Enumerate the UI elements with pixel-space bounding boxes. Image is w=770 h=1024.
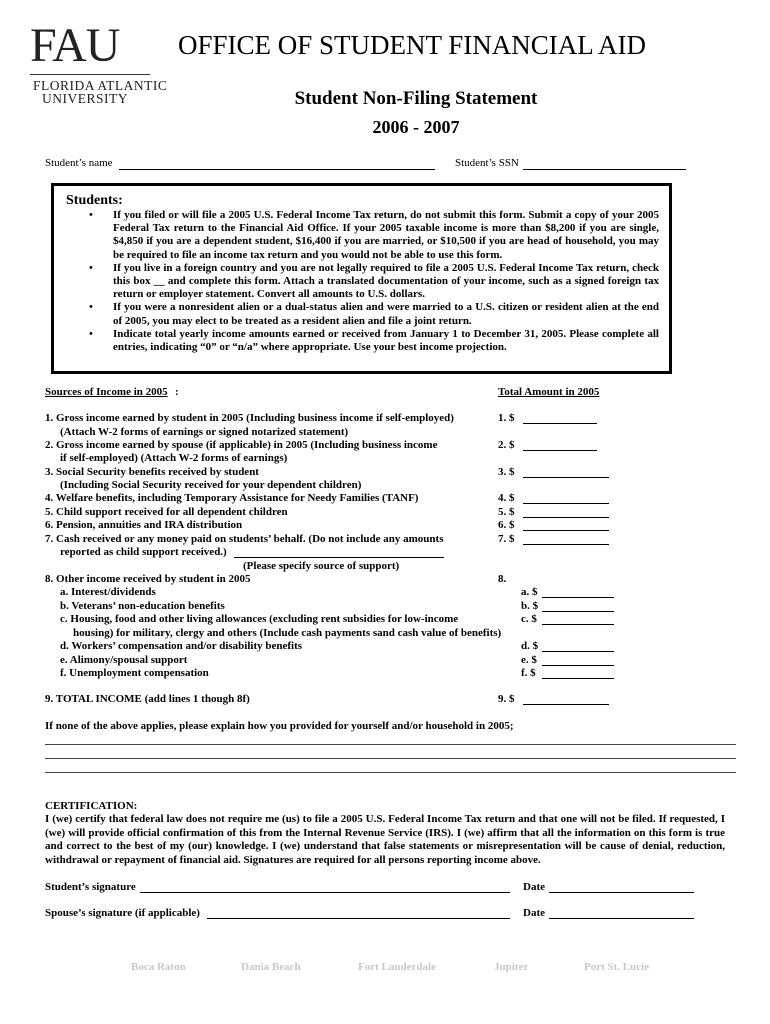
bullet-icon: • <box>89 327 93 340</box>
income-line-8b-field[interactable] <box>542 601 614 612</box>
income-line-8e-num: e. $ <box>521 654 537 666</box>
income-line-2-note: if self-employed) (Attach W-2 forms of earnings) <box>60 452 288 464</box>
income-line-5: 5. Child support received for all dependent children <box>45 506 288 518</box>
instruction-item <box>89 301 659 327</box>
spouse-signature-label: Spouse’s signature (if applicable) <box>45 907 200 919</box>
campus-fort-lauderdale: Fort Lauderdale <box>358 961 436 973</box>
certification-heading: CERTIFICATION: <box>45 800 138 812</box>
form-subtitle: Student Non-Filing Statement <box>294 88 538 109</box>
explain-prompt: If none of the above applies, please explain how you provided for yourself and/or household in 2005; <box>45 720 514 732</box>
income-line-8d-num: d. $ <box>521 640 539 652</box>
income-line-2-field[interactable] <box>523 440 597 451</box>
income-line-8: 8. Other income received by student in 2005 <box>45 573 251 585</box>
income-line-2-num: 2. $ <box>498 439 515 451</box>
income-line-1-num: 1. $ <box>498 412 515 424</box>
student-name-label: Student’s name <box>45 157 113 169</box>
income-line-8f-field[interactable] <box>542 668 614 679</box>
campus-port-st-lucie: Port St. Lucie <box>584 961 650 973</box>
page-title: OFFICE OF STUDENT FINANCIAL AID <box>178 30 647 60</box>
support-source-caption: (Please specify source of support) <box>243 560 400 572</box>
income-line-8a-num: a. $ <box>521 586 538 598</box>
instruction-item <box>89 262 659 302</box>
total-header: Total Amount in 2005 <box>498 386 600 398</box>
student-signature-field[interactable] <box>140 882 510 893</box>
sources-header-colon: : <box>175 386 179 398</box>
income-line-8d-field[interactable] <box>542 641 614 652</box>
student-ssn-label: Student’s SSN <box>455 157 519 169</box>
instruction-text: If you were a nonresident alien or a dual-status alien and were married to a U.S. citizen or resident alien at the end of 2005, you may elect to be treated as a resident alien and file a joint return. <box>113 301 659 327</box>
income-line-5-field[interactable] <box>523 507 609 518</box>
income-line-5-num: 5. $ <box>498 506 515 518</box>
income-line-8a-field[interactable] <box>542 587 614 598</box>
income-line-7-num: 7. $ <box>498 533 515 545</box>
sources-header: Sources of Income in 2005 <box>45 386 168 398</box>
logo-line-1: FLORIDA ATLANTIC <box>33 78 168 93</box>
income-line-8c: c. Housing, food and other living allowances (excluding rent subsidies for low-income <box>60 613 459 625</box>
explain-line-1[interactable] <box>45 744 736 745</box>
income-line-8c-field[interactable] <box>542 614 614 625</box>
instruction-item <box>89 209 659 262</box>
income-line-8a: a. Interest/dividends <box>60 586 156 598</box>
instruction-text: If you filed or will file a 2005 U.S. Federal Income Tax return, do not submit this form. Submit a copy of your 2005 Federal Tax return to the Financial Aid Office. If your 2005 taxable income is more than $8,200 if you are single, $4,850 if you are a dependent student, $16,400 if you are married, or $10,500 if you are head of household, you may be required to file an income tax return and you would not be able to use this form. <box>113 209 659 261</box>
bullet-icon: • <box>89 261 93 274</box>
income-line-8-num: 8. <box>498 573 507 585</box>
income-line-3-note: (Including Social Security received for your dependent children) <box>60 479 362 491</box>
bullet-icon: • <box>89 301 93 314</box>
academic-year: 2006 - 2007 <box>372 117 460 137</box>
income-line-8f: f. Unemployment compensation <box>60 667 209 679</box>
income-line-7: 7. Cash received or any money paid on students’ behalf. (Do not include any amounts <box>45 533 444 545</box>
income-line-8c-num: c. $ <box>521 613 537 625</box>
income-total-num: 9. $ <box>498 693 515 705</box>
income-line-7-note: reported as child support received.) <box>60 546 227 558</box>
income-line-8b: b. Veterans’ non-education benefits <box>60 600 225 612</box>
income-line-8f-num: f. $ <box>521 667 536 679</box>
income-line-8d: d. Workers’ compensation and/or disability benefits <box>60 640 303 652</box>
certification-text: I (we) certify that federal law does not require me (us) to file a 2005 U.S. Federal Income Tax return and that one will not be filed. If requested, I (we) will provide official confirmation of this from the Internal Revenue Service (IRS). I (we) affirm that all the information on this form is true and correct to the best of my (our) knowledge. I (we) understand that false statements or misrepresentation will be cause of denial, reduction, withdrawal or repayment of financial aid. Signatures are required for all persons reporting income above. <box>45 813 725 866</box>
income-line-8b-num: b. $ <box>521 600 539 612</box>
explain-line-2[interactable] <box>45 758 736 759</box>
income-line-1: 1. Gross income earned by student in 2005 (Including business income if self-employed) <box>45 412 454 424</box>
income-line-8e: e. Alimony/spousal support <box>60 654 188 666</box>
income-line-2: 2. Gross income earned by spouse (if applicable) in 2005 (Including business income <box>45 439 438 451</box>
instructions-list <box>89 209 659 354</box>
fau-logo-mark <box>30 19 120 72</box>
income-line-8c-note: housing) for military, clergy and others (Include cash payments sand cash value of benefits) <box>73 627 502 639</box>
campus-dania-beach: Dania Beach <box>241 961 301 973</box>
logo-underline <box>30 74 150 75</box>
logo-mark-text: FAU <box>30 19 120 72</box>
income-line-3-field[interactable] <box>523 467 609 478</box>
spouse-signature-field[interactable] <box>207 908 510 919</box>
income-line-1-note: (Attach W-2 forms of earnings or signed notarized statement) <box>60 426 349 438</box>
support-source-field[interactable] <box>234 547 444 558</box>
student-signature-label: Student’s signature <box>45 881 136 893</box>
income-line-3: 3. Social Security benefits received by student <box>45 466 259 478</box>
income-line-8e-field[interactable] <box>542 655 614 666</box>
student-date-field[interactable] <box>549 882 694 893</box>
spouse-date-label: Date <box>523 907 545 919</box>
campus-boca-raton: Boca Raton <box>131 961 186 973</box>
income-line-6: 6. Pension, annuities and IRA distribution <box>45 519 243 531</box>
student-ssn-field[interactable] <box>523 158 686 170</box>
income-line-4: 4. Welfare benefits, including Temporary Assistance for Needy Families (TANF) <box>45 492 419 504</box>
income-line-3-num: 3. $ <box>498 466 515 478</box>
income-line-4-field[interactable] <box>523 493 609 504</box>
income-line-1-field[interactable] <box>523 413 597 424</box>
instruction-text: Indicate total yearly income amounts earned or received from January 1 to December 31, 2005. Please complete all entries, indicating “0” or “n/a” where appropriate. Use your best income projection. <box>113 327 659 354</box>
income-line-7-field[interactable] <box>523 534 609 545</box>
income-total-field[interactable] <box>523 694 609 705</box>
instruction-item <box>89 328 659 354</box>
instructions-heading: Students: <box>66 193 123 208</box>
spouse-date-field[interactable] <box>549 908 694 919</box>
student-date-label: Date <box>523 881 545 893</box>
logo-line-2: UNIVERSITY <box>42 91 128 106</box>
bullet-icon: • <box>89 209 93 221</box>
income-line-4-num: 4. $ <box>498 492 515 504</box>
instruction-text: If you live in a foreign country and you are not legally required to file a 2005 U.S. Federal Income Tax return, check this box __ and complete this form. Attach a translated documentation of your income, such as a signed foreign tax return or employer statement. Convert all amounts to U.S. dollars. <box>113 261 659 301</box>
income-total: 9. TOTAL INCOME (add lines 1 though 8f) <box>45 693 250 705</box>
explain-line-3[interactable] <box>45 772 736 773</box>
income-line-6-field[interactable] <box>523 520 609 531</box>
student-name-field[interactable] <box>119 158 435 170</box>
income-line-6-num: 6. $ <box>498 519 515 531</box>
campus-jupiter: Jupiter <box>494 961 529 973</box>
